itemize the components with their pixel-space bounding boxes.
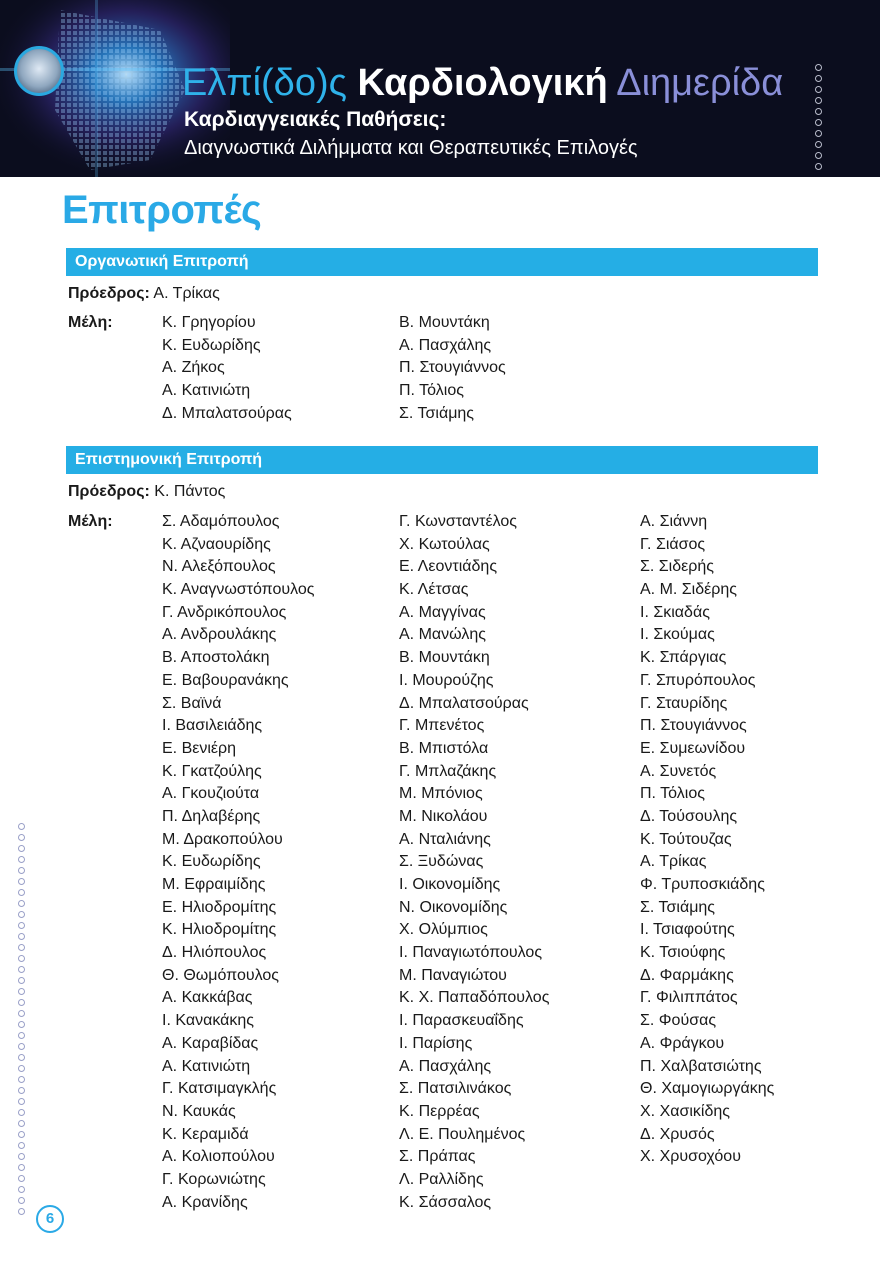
list-item: Γ. Κατσιμαγκλής — [162, 1080, 277, 1098]
list-item: Δ. Τούσουλης — [640, 807, 738, 825]
list-item: Α. Νταλιάνης — [399, 830, 491, 848]
list-item: Γ. Σταυρίδης — [640, 694, 728, 712]
list-item: Κ. Ηλιοδρομίτης — [162, 921, 277, 939]
scientific-committee-heading: Επιστημονική Επιτροπή — [66, 446, 818, 474]
list-item: Λ. Ραλλίδης — [399, 1170, 484, 1188]
list-item: Θ. Θωμόπουλος — [162, 966, 279, 984]
list-item: Χ. Κωτούλας — [399, 535, 490, 553]
list-item: Σ. Φούσας — [640, 1012, 717, 1030]
list-item: Κ. Αζναουρίδης — [162, 535, 271, 553]
list-item: Γ. Μπλαζάκης — [399, 762, 497, 780]
list-item: Σ. Σιδερής — [640, 558, 714, 576]
list-item: Ι. Παρασκευαΐδης — [399, 1012, 524, 1030]
list-item: Κ. Χ. Παπαδόπουλος — [399, 989, 550, 1007]
list-item: Δ. Ηλιόπουλος — [162, 944, 267, 962]
header-banner — [0, 0, 880, 177]
list-item: Σ. Πράπας — [399, 1148, 476, 1166]
list-item: Α. Ζήκος — [162, 359, 225, 377]
list-item: Β. Αποστολάκη — [162, 649, 270, 667]
scientific-members-col2 — [399, 511, 549, 1214]
decorative-dots — [815, 64, 827, 174]
scientific-members-col1 — [162, 511, 315, 1214]
list-item: Ν. Οικονομίδης — [399, 898, 508, 916]
list-item: Κ. Λέτσας — [399, 581, 469, 599]
list-item: Α. Μαγγίνας — [399, 603, 486, 621]
list-item: Ε. Βενιέρη — [162, 739, 237, 757]
list-item: Α. Πασχάλης — [399, 1057, 492, 1075]
list-item: Α. Τρίκας — [640, 853, 707, 871]
organizing-chair — [68, 285, 220, 303]
list-item: Α. Μ. Σιδέρης — [640, 581, 737, 599]
list-item: Ι. Οικονομίδης — [399, 876, 501, 893]
list-item: Γ. Σιάσος — [640, 535, 706, 553]
list-item: Ι. Κανακάκης — [162, 1012, 254, 1030]
chair-label: Πρόεδρος: — [68, 285, 150, 302]
list-item: Σ. Ξυδώνας — [399, 853, 484, 871]
list-item: Σ. Βαϊνά — [162, 694, 222, 712]
list-item: Κ. Σάσσαλος — [399, 1193, 492, 1211]
list-item: Σ. Τσιάμης — [640, 898, 716, 916]
list-item: Σ. Τσιάμης — [399, 404, 475, 422]
list-item: Α. Κατινιώτη — [162, 382, 251, 400]
decorative-dots — [18, 823, 30, 1219]
event-subtitle-1: Καρδιαγγειακές Παθήσεις: — [184, 108, 447, 131]
list-item: Μ. Μπόνιος — [399, 785, 483, 803]
logo-icon — [14, 46, 64, 96]
event-subtitle-2: Διαγνωστικά Διλήμματα και Θεραπευτικές Επιλογές — [184, 137, 638, 159]
chair-name: Α. Τρίκας — [153, 285, 220, 302]
list-item: Κ. Γκατζούλης — [162, 762, 262, 780]
list-item: Σ. Αδαμόπουλος — [162, 513, 280, 530]
list-item: Α. Ανδρουλάκης — [162, 626, 277, 644]
list-item: Β. Μπιστόλα — [399, 739, 489, 757]
list-item: Ι. Παρίσης — [399, 1034, 473, 1052]
list-item: Γ. Κορωνιώτης — [162, 1170, 266, 1188]
list-item: Θ. Χαμογιωργάκης — [640, 1080, 775, 1098]
list-item: Ι. Μουρούζης — [399, 671, 494, 689]
list-item: Γ. Ανδρικόπουλος — [162, 603, 287, 621]
list-item: Κ. Κεραμιδά — [162, 1125, 249, 1143]
organizing-committee-heading: Οργανωτική Επιτροπή — [66, 248, 818, 276]
list-item: Α. Μανώλης — [399, 626, 486, 644]
list-item: Φ. Τρυποσκιάδης — [640, 876, 765, 893]
list-item: Α. Κρανίδης — [162, 1193, 248, 1211]
list-item: Α. Συνετός — [640, 762, 717, 780]
title-part-1: Ελπί(δο)ς — [182, 62, 347, 104]
list-item: Ε. Συμεωνίδου — [640, 739, 746, 757]
list-item: Α. Καραβίδας — [162, 1034, 259, 1052]
list-item: Α. Γκουζιούτα — [162, 785, 260, 803]
list-item: Γ. Φιλιππάτος — [640, 989, 738, 1007]
list-item: Κ. Περρέας — [399, 1102, 480, 1120]
scientific-members-col3 — [640, 511, 774, 1169]
list-item: Μ. Παναγιώτου — [399, 966, 507, 984]
list-item: Χ. Ολύμπιος — [399, 921, 488, 939]
list-item: Ν. Καυκάς — [162, 1102, 236, 1120]
list-item: Π. Τόλιος — [640, 785, 705, 803]
list-item: Γ. Σπυρόπουλος — [640, 671, 756, 689]
list-item: Α. Κολιοπούλου — [162, 1148, 275, 1166]
list-item: Δ. Μπαλατσούρας — [162, 404, 292, 422]
list-item: Ι. Τσιαφούτης — [640, 921, 735, 939]
list-item: Ι. Σκούμας — [640, 626, 715, 644]
list-item: Κ. Αναγνωστόπουλος — [162, 581, 315, 599]
list-item: Α. Πασχάλης — [399, 336, 492, 354]
list-item: Α. Κακκάβας — [162, 989, 253, 1007]
list-item: Χ. Χρυσοχόου — [640, 1148, 741, 1166]
list-item: Ε. Λεοντιάδης — [399, 558, 498, 576]
list-item: Ε. Ηλιοδρομίτης — [162, 898, 277, 916]
list-item: Γ. Μπενέτος — [399, 717, 485, 735]
list-item: Κ. Ευδωρίδης — [162, 336, 261, 354]
list-item: Δ. Φαρμάκης — [640, 966, 734, 984]
organizing-members-col2 — [399, 312, 506, 425]
list-item: Σ. Πατσιλινάκος — [399, 1080, 512, 1098]
list-item: Ι. Παναγιωτόπουλος — [399, 944, 543, 962]
title-part-2: Καρδιολογική — [357, 62, 608, 104]
list-item: Π. Στουγιάννος — [640, 717, 747, 735]
list-item: Μ. Εφραιμίδης — [162, 876, 266, 893]
list-item: Π. Χαλβατσιώτης — [640, 1057, 762, 1075]
chair-name: Κ. Πάντος — [154, 483, 226, 500]
list-item: Λ. Ε. Πουλημένος — [399, 1125, 526, 1143]
list-item: Μ. Νικολάου — [399, 807, 488, 825]
list-item: Γ. Κωνσταντέλος — [399, 513, 517, 530]
scientific-chair — [68, 483, 225, 501]
list-item: Α. Κατινιώτη — [162, 1057, 251, 1075]
list-item: Ε. Βαβουρανάκης — [162, 671, 289, 689]
list-item: Π. Δηλαβέρης — [162, 807, 261, 825]
list-item: Χ. Χασικίδης — [640, 1102, 730, 1120]
list-item: Κ. Γρηγορίου — [162, 314, 256, 331]
list-item: Α. Φράγκου — [640, 1034, 725, 1052]
list-item: Α. Σιάννη — [640, 513, 708, 530]
list-item: Ν. Αλεξόπουλος — [162, 558, 276, 576]
chair-label: Πρόεδρος: — [68, 483, 150, 500]
event-title — [182, 60, 783, 106]
list-item: Β. Μουντάκη — [399, 314, 490, 331]
list-item: Π. Τόλιος — [399, 382, 464, 400]
list-item: Ι. Βασιλειάδης — [162, 717, 263, 735]
list-item: Κ. Ευδωρίδης — [162, 853, 261, 871]
page-title: Επιτροπές — [62, 188, 262, 232]
list-item: Κ. Τσιούφης — [640, 944, 726, 962]
list-item: Κ. Σπάργιας — [640, 649, 727, 667]
scientific-members-label: Μέλη: — [68, 513, 113, 530]
list-item: Δ. Χρυσός — [640, 1125, 715, 1143]
list-item: Δ. Μπαλατσούρας — [399, 694, 529, 712]
page-number: 6 — [36, 1205, 64, 1233]
list-item: Π. Στουγιάννος — [399, 359, 506, 377]
list-item: Μ. Δρακοπούλου — [162, 830, 283, 848]
list-item: Κ. Τούτουζας — [640, 830, 732, 848]
list-item: Ι. Σκιαδάς — [640, 603, 710, 621]
title-part-3: Διημερίδα — [616, 62, 784, 104]
list-item: Β. Μουντάκη — [399, 649, 490, 667]
organizing-members-col1 — [162, 312, 292, 425]
organizing-members-label: Μέλη: — [68, 314, 113, 331]
